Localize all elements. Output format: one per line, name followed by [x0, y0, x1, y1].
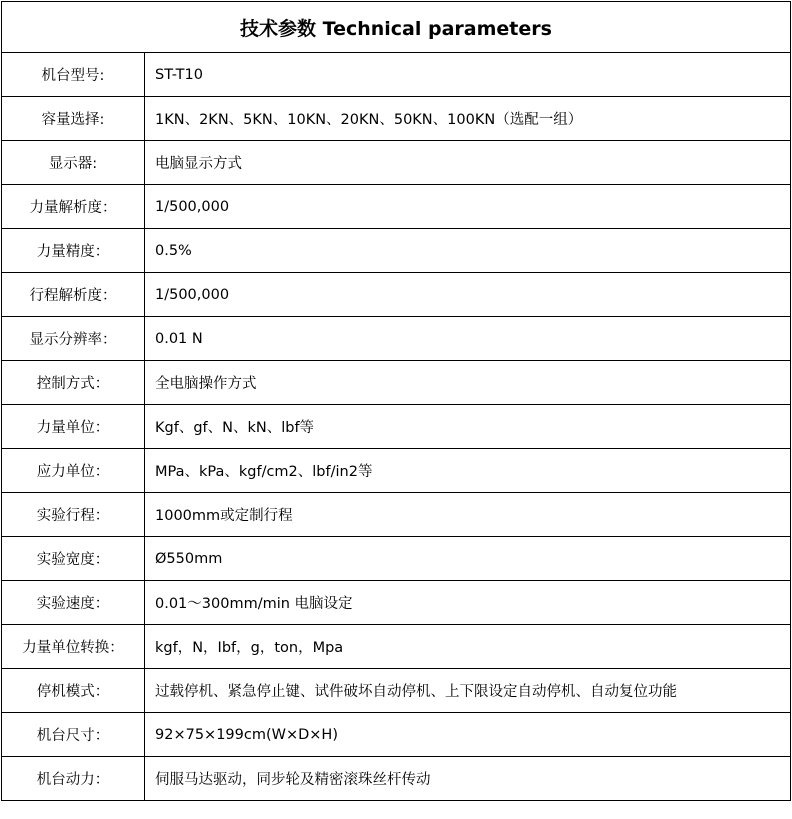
row-value-force-resolution: 1/500,000	[145, 185, 791, 229]
row-label-capacity: 容量选择:	[2, 97, 145, 141]
table-row	[2, 757, 791, 801]
row-label-test-speed: 实验速度：	[2, 581, 145, 625]
row-value-stress-units: MPa、kPa、kgf/cm2、lbf/in2等	[145, 449, 791, 493]
title-row	[2, 2, 791, 53]
row-label-display: 显示器:	[2, 141, 145, 185]
row-label-machine-power: 机台动力：	[2, 757, 145, 801]
row-label-force-resolution: 力量解析度：	[2, 185, 145, 229]
row-value-control-mode: 全电脑操作方式	[145, 361, 791, 405]
table-row	[2, 361, 791, 405]
technical-parameters-table	[1, 1, 791, 801]
row-label-model: 机台型号:	[2, 53, 145, 97]
table-row	[2, 97, 791, 141]
table-row	[2, 317, 791, 361]
table-row	[2, 53, 791, 97]
table-row	[2, 713, 791, 757]
row-value-unit-conversion: kgf，N，Ibf，g，ton，Mpa	[145, 625, 791, 669]
row-value-test-width: Ø550mm	[145, 537, 791, 581]
table-row	[2, 493, 791, 537]
row-value-model: ST-T10	[145, 53, 791, 97]
table-row	[2, 273, 791, 317]
table-row	[2, 669, 791, 713]
row-label-display-resolution: 显示分辨率：	[2, 317, 145, 361]
table-row	[2, 141, 791, 185]
table-title: 技术参数 Technical parameters	[2, 2, 791, 53]
row-label-stroke-resolution: 行程解析度：	[2, 273, 145, 317]
table-row	[2, 537, 791, 581]
table-row	[2, 449, 791, 493]
row-label-stress-units: 应力单位：	[2, 449, 145, 493]
row-value-force-units: Kgf、gf、N、kN、lbf等	[145, 405, 791, 449]
row-label-stop-mode: 停机模式：	[2, 669, 145, 713]
row-value-test-stroke: 1000mm或定制行程	[145, 493, 791, 537]
row-label-test-width: 实验宽度：	[2, 537, 145, 581]
row-value-stroke-resolution: 1/500,000	[145, 273, 791, 317]
table-row	[2, 229, 791, 273]
row-label-unit-conversion: 力量单位转换：	[2, 625, 145, 669]
table-row	[2, 581, 791, 625]
row-value-test-speed: 0.01～300mm/min 电脑设定	[145, 581, 791, 625]
row-value-display-resolution: 0.01 N	[145, 317, 791, 361]
row-label-machine-size: 机台尺寸：	[2, 713, 145, 757]
row-value-display: 电脑显示方式	[145, 141, 791, 185]
table-row	[2, 625, 791, 669]
row-value-stop-mode: 过载停机、紧急停止键、试件破坏自动停机、上下限设定自动停机、自动复位功能	[145, 669, 791, 713]
table-row	[2, 405, 791, 449]
row-label-test-stroke: 实验行程：	[2, 493, 145, 537]
row-label-force-units: 力量单位：	[2, 405, 145, 449]
row-label-control-mode: 控制方式：	[2, 361, 145, 405]
table-row	[2, 185, 791, 229]
row-value-machine-power: 伺服马达驱动，同步轮及精密滚珠丝杆传动	[145, 757, 791, 801]
row-value-capacity: 1KN、2KN、5KN、10KN、20KN、50KN、100KN（选配一组）	[145, 97, 791, 141]
row-value-force-accuracy: 0.5%	[145, 229, 791, 273]
row-value-machine-size: 92×75×199cm(W×D×H)	[145, 713, 791, 757]
row-label-force-accuracy: 力量精度：	[2, 229, 145, 273]
